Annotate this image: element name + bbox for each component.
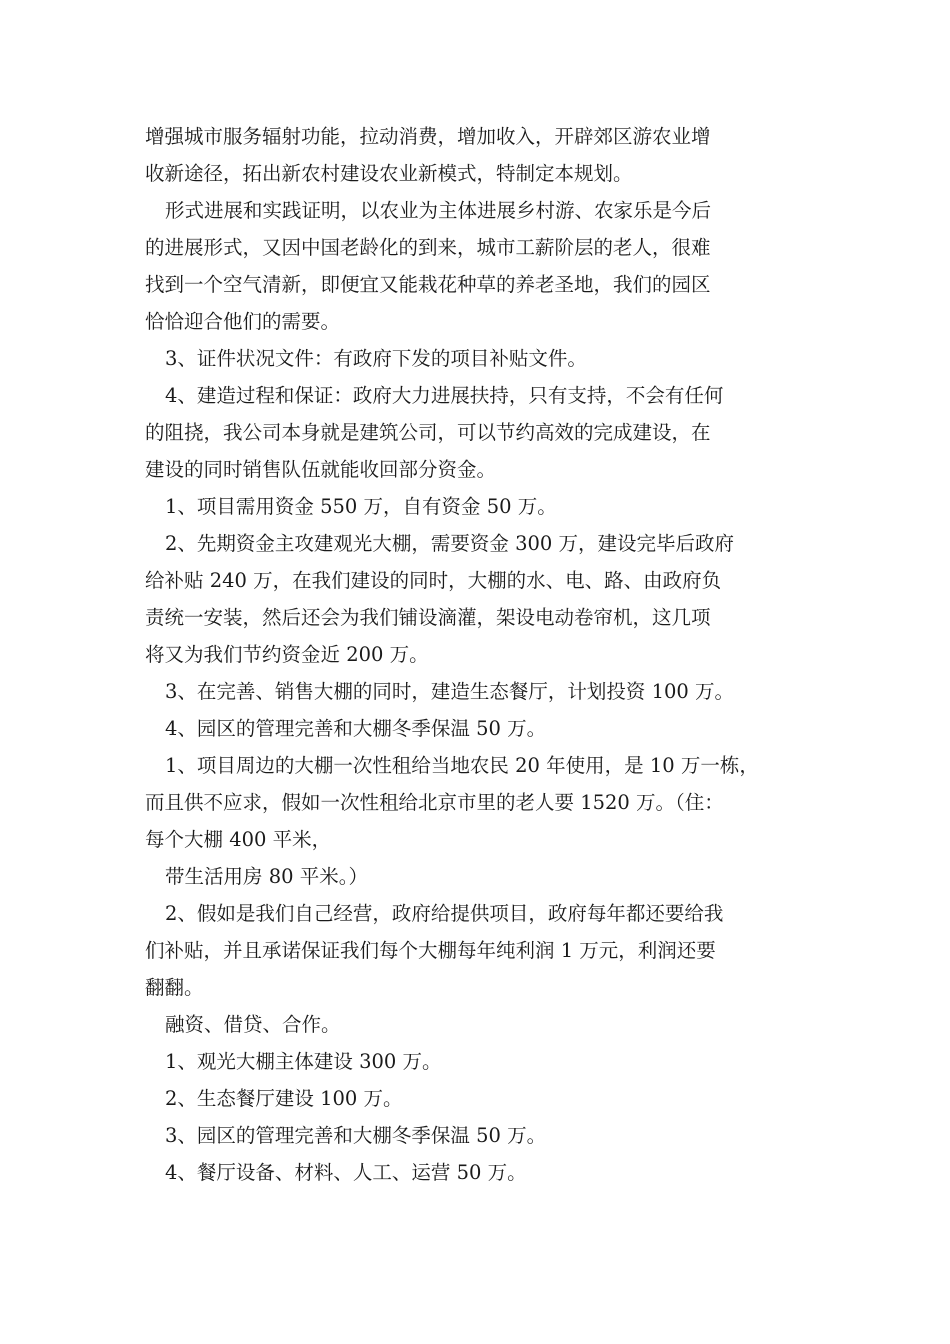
paragraph-line: 形式进展和实践证明，以农业为主体进展乡村游、农家乐是今后 (165, 199, 712, 222)
list-item: 2、生态餐厅建设 100 万。 (165, 1087, 403, 1110)
paragraph-line: 收新途径，拓出新农村建设农业新模式，特制定本规划。 (145, 162, 633, 185)
paragraph-line: 4、建造过程和保证：政府大力进展扶持，只有支持，不会有任何 (165, 384, 724, 407)
paragraph-line: 增强城市服务辐射功能，拉动消费，增加收入，开辟郊区游农业增 (145, 125, 711, 148)
paragraph-line: 给补贴 240 万，在我们建设的同时，大棚的水、电、路、由政府负 (145, 569, 722, 592)
paragraph-line: 4、园区的管理完善和大棚冬季保温 50 万。 (165, 717, 547, 740)
paragraph-line: 2、假如是我们自己经营，政府给提供项目，政府每年都还要给我 (165, 902, 724, 925)
list-item: 4、餐厅设备、材料、人工、运营 50 万。 (165, 1161, 527, 1184)
paragraph-line: 1、项目需用资金 550 万，自有资金 50 万。 (165, 495, 557, 518)
paragraph-line: 带生活用房 80 平米。） (165, 865, 368, 888)
paragraph-line: 1、项目周边的大棚一次性租给当地农民 20 年使用，是 10 万一栋， (165, 754, 759, 777)
list-item: 3、园区的管理完善和大棚冬季保温 50 万。 (165, 1124, 547, 1147)
paragraph-line: 恰恰迎合他们的需要。 (145, 310, 341, 333)
paragraph-line: 的进展形式，又因中国老龄化的到来，城市工薪阶层的老人，很难 (145, 236, 711, 259)
paragraph-line: 们补贴，并且承诺保证我们每个大棚每年纯利润 1 万元，利润还要 (145, 939, 716, 962)
paragraph-line: 建设的同时销售队伍就能收回部分资金。 (145, 458, 497, 481)
paragraph-line: 的阻挠，我公司本身就是建筑公司，可以节约高效的完成建设，在 (145, 421, 711, 444)
paragraph-line: 而且供不应求，假如一次性租给北京市里的老人要 1520 万。（住： (145, 791, 724, 814)
paragraph-line: 每个大棚 400 平米， (145, 828, 332, 851)
paragraph-line: 将又为我们节约资金近 200 万。 (145, 643, 429, 666)
paragraph-line: 2、先期资金主攻建观光大棚，需要资金 300 万，建设完毕后政府 (165, 532, 735, 555)
paragraph-line: 3、在完善、销售大棚的同时，建造生态餐厅，计划投资 100 万。 (165, 680, 735, 703)
paragraph-line: 3、证件状况文件：有政府下发的项目补贴文件。 (165, 347, 587, 370)
paragraph-line: 找到一个空气清新，即便宜又能栽花种草的养老圣地，我们的园区 (145, 273, 711, 296)
paragraph-line: 翻翻。 (145, 976, 204, 999)
list-item: 1、观光大棚主体建设 300 万。 (165, 1050, 442, 1073)
paragraph-line: 责统一安装，然后还会为我们铺设滴灌，架设电动卷帘机，这几项 (145, 606, 711, 629)
paragraph-line: 融资、借贷、合作。 (165, 1013, 341, 1036)
document-body (145, 118, 845, 1191)
